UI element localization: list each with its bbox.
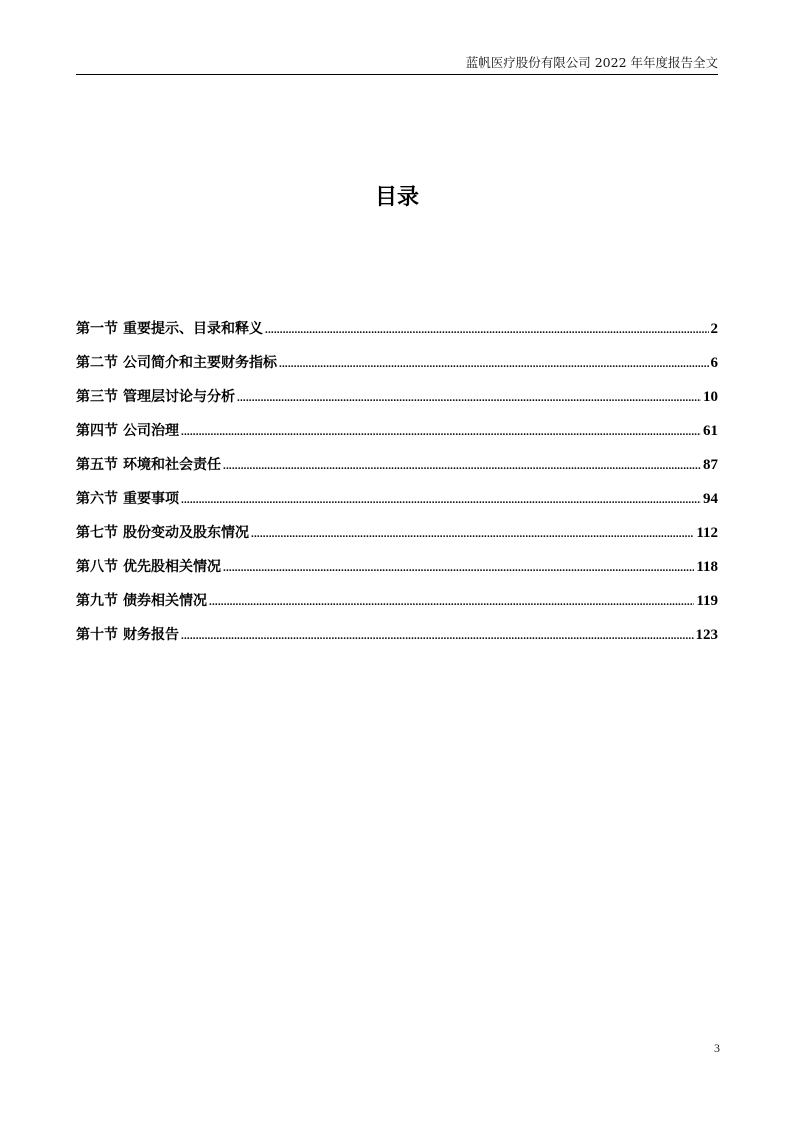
toc-page-number: 118 — [696, 559, 718, 575]
page-number: 3 — [714, 1041, 720, 1055]
toc-page-number: 87 — [703, 457, 718, 473]
toc-section-number: 第一节 — [76, 321, 118, 337]
toc-entry-section-9[interactable] — [76, 589, 718, 623]
dot-leader — [209, 590, 694, 614]
toc-entry-section-5[interactable] — [76, 453, 718, 487]
toc-entry-section-4[interactable] — [76, 419, 718, 453]
toc-section-number: 第七节 — [76, 525, 118, 541]
toc-section-title: 优先股相关情况 — [123, 559, 221, 575]
toc-entry-label — [76, 317, 263, 341]
toc-section-number: 第三节 — [76, 389, 118, 405]
toc-section-title: 环境和社会责任 — [123, 457, 221, 473]
toc-entry-label — [76, 555, 221, 579]
dot-leader — [181, 420, 701, 444]
toc-section-title: 管理层讨论与分析 — [123, 389, 235, 405]
toc-section-number: 第二节 — [76, 355, 118, 371]
toc-page-number: 112 — [696, 525, 718, 541]
toc-section-number: 第九节 — [76, 593, 118, 609]
toc-entry-section-10[interactable] — [76, 623, 718, 657]
toc-section-number: 第十节 — [76, 627, 118, 643]
toc-entry-label — [76, 589, 207, 613]
toc-entry-label — [76, 385, 235, 409]
toc-entry-section-3[interactable] — [76, 385, 718, 419]
dot-leader — [223, 556, 694, 580]
toc-entry-label — [76, 419, 179, 443]
toc-page-number: 61 — [703, 423, 718, 439]
toc-section-number: 第四节 — [76, 423, 118, 439]
toc-section-number: 第八节 — [76, 559, 118, 575]
dot-leader — [279, 352, 709, 376]
toc-section-title: 债券相关情况 — [123, 593, 207, 609]
table-of-contents — [76, 317, 718, 657]
toc-section-title: 公司简介和主要财务指标 — [123, 355, 277, 371]
header-divider — [76, 74, 718, 75]
toc-page-number: 6 — [710, 355, 718, 371]
toc-entry-section-6[interactable] — [76, 487, 718, 521]
dot-leader — [223, 454, 701, 478]
toc-page-number: 10 — [703, 389, 718, 405]
toc-entry-section-8[interactable] — [76, 555, 718, 589]
toc-section-title: 财务报告 — [123, 627, 179, 643]
toc-entry-label — [76, 487, 179, 511]
dot-leader — [237, 386, 701, 410]
toc-page-number: 123 — [695, 627, 718, 643]
toc-section-title: 重要提示、目录和释义 — [123, 321, 263, 337]
toc-section-title: 重要事项 — [123, 491, 179, 507]
toc-entry-label — [76, 521, 249, 545]
toc-section-number: 第六节 — [76, 491, 118, 507]
toc-entry-label — [76, 351, 277, 375]
toc-page-number: 2 — [710, 321, 718, 337]
toc-page-number: 94 — [703, 491, 718, 507]
toc-entry-label — [76, 453, 221, 477]
dot-leader — [265, 318, 709, 342]
dot-leader — [181, 624, 694, 648]
toc-entry-label — [76, 623, 179, 647]
toc-entry-section-2[interactable] — [76, 351, 718, 385]
toc-page-number: 119 — [696, 593, 718, 609]
toc-entry-section-7[interactable] — [76, 521, 718, 555]
dot-leader — [181, 488, 701, 512]
dot-leader — [251, 522, 694, 546]
toc-section-number: 第五节 — [76, 457, 118, 473]
toc-title: 目录 — [374, 185, 419, 210]
running-header: 蓝帆医疗股份有限公司 2022 年年度报告全文 — [465, 55, 718, 70]
toc-section-title: 公司治理 — [123, 423, 179, 439]
toc-section-title: 股份变动及股东情况 — [123, 525, 249, 541]
toc-entry-section-1[interactable] — [76, 317, 718, 351]
